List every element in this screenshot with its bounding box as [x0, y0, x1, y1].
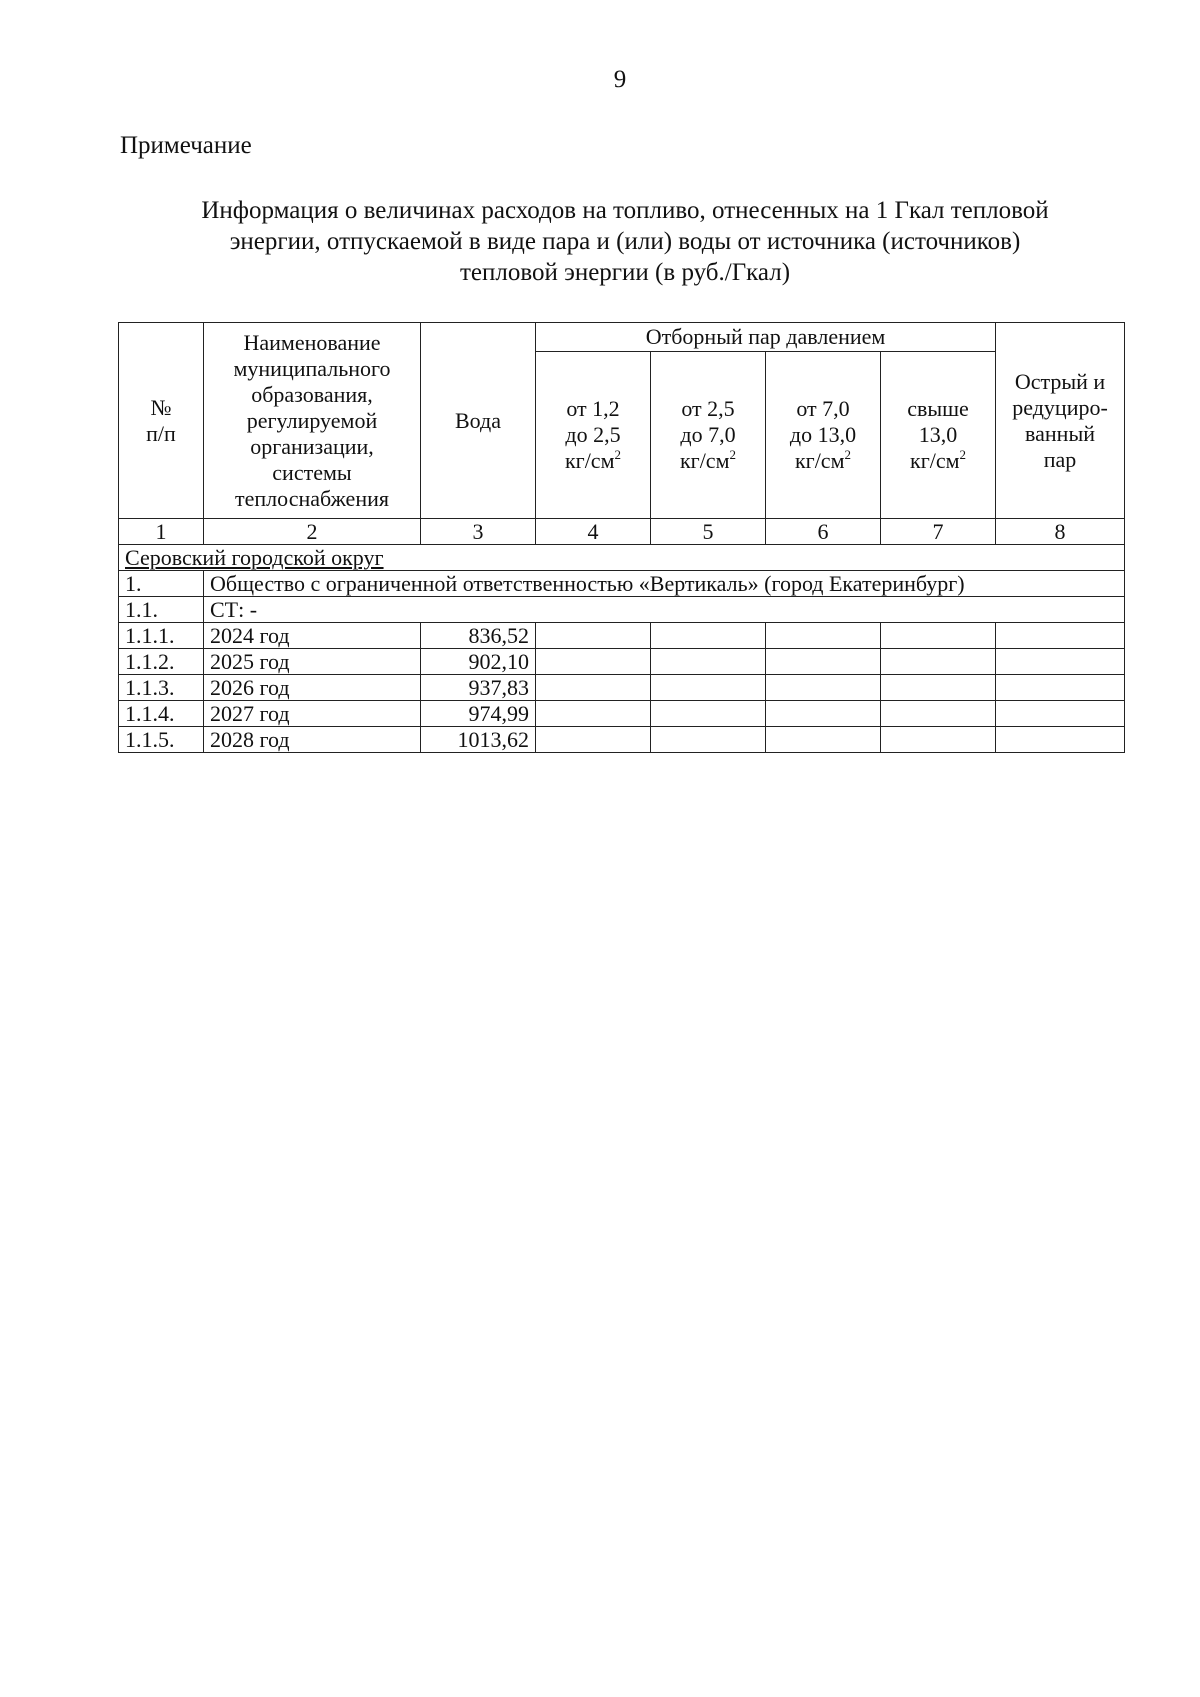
header-steam-group: Отборный пар давлением — [536, 323, 996, 352]
header-name-line: системы — [272, 459, 352, 485]
col-number: 3 — [421, 519, 536, 545]
column-number-row — [119, 519, 1125, 545]
system-number: 1.1. — [119, 597, 204, 623]
row-year: 2024 год — [204, 623, 421, 649]
header-name-line: образования, — [251, 381, 373, 407]
empty-cell — [881, 727, 996, 753]
empty-cell — [536, 675, 651, 701]
empty-cell — [536, 701, 651, 727]
header-name — [204, 323, 421, 519]
region-name: Серовский городской округ — [119, 545, 1125, 571]
steam-col-line: до 2,5 — [565, 422, 621, 447]
empty-cell — [651, 701, 766, 727]
empty-cell — [766, 701, 881, 727]
header-sharp-line: пар — [1043, 446, 1077, 472]
steam-col-unit — [657, 448, 759, 474]
row-year: 2027 год — [204, 701, 421, 727]
unit-sup: 2 — [959, 447, 967, 462]
page-number: 9 — [613, 66, 627, 93]
col-number: 8 — [996, 519, 1125, 545]
note-heading: Примечание — [120, 132, 252, 159]
steam-col-line: от 1,2 — [566, 396, 620, 421]
empty-cell — [766, 649, 881, 675]
system-row — [119, 597, 1125, 623]
header-sharp-line: Острый и — [1014, 368, 1106, 394]
empty-cell — [651, 649, 766, 675]
header-name-line: теплоснабжения — [235, 485, 389, 511]
row-year: 2025 год — [204, 649, 421, 675]
empty-cell — [996, 623, 1125, 649]
system-name: СТ: - — [204, 597, 1125, 623]
document-title — [110, 195, 1140, 288]
col-number: 6 — [766, 519, 881, 545]
title-line-3: тепловой энергии (в руб./Гкал) — [459, 259, 791, 286]
title-line-2: энергии, отпускаемой в виде пара и (или) воды от источника (источников) — [229, 228, 1021, 255]
unit-text: кг/см — [564, 448, 615, 473]
org-name: Общество с ограниченной ответственностью «Вертикаль» (город Екатеринбург) — [204, 571, 1125, 597]
row-number: 1.1.2. — [119, 649, 204, 675]
empty-cell — [766, 623, 881, 649]
empty-cell — [536, 623, 651, 649]
steam-col-line: от 2,5 — [681, 396, 735, 421]
header-num — [119, 323, 204, 519]
empty-cell — [651, 623, 766, 649]
header-steam-col-4 — [881, 352, 996, 519]
title-line-1: Информация о величинах расходов на топливо, отнесенных на 1 Гкал тепловой — [201, 197, 1049, 224]
empty-cell — [881, 649, 996, 675]
unit-sup: 2 — [729, 447, 736, 462]
steam-col-line: до 7,0 — [680, 422, 736, 447]
empty-cell — [996, 649, 1125, 675]
header-steam-col-2 — [651, 352, 766, 519]
unit-sup: 2 — [844, 447, 851, 462]
steam-col-line: до 13,0 — [789, 422, 857, 447]
region-row — [119, 545, 1125, 571]
header-row-top — [119, 323, 1125, 352]
row-water-value: 902,10 — [421, 649, 536, 675]
empty-cell — [651, 675, 766, 701]
col-number: 7 — [881, 519, 996, 545]
empty-cell — [881, 675, 996, 701]
header-sharp-line: ванный — [1025, 420, 1096, 446]
col-number: 1 — [119, 519, 204, 545]
unit-sup: 2 — [614, 447, 621, 462]
empty-cell — [766, 675, 881, 701]
unit-text: кг/см — [794, 448, 845, 473]
empty-cell — [766, 727, 881, 753]
table-row — [119, 623, 1125, 649]
steam-col-unit — [542, 448, 644, 474]
col-number: 5 — [651, 519, 766, 545]
tariff-table — [118, 322, 1125, 753]
row-water-value: 937,83 — [421, 675, 536, 701]
org-number: 1. — [119, 571, 204, 597]
empty-cell — [651, 727, 766, 753]
header-water: Вода — [421, 323, 536, 519]
steam-col-unit — [772, 448, 874, 474]
header-name-line: организации, — [250, 433, 374, 459]
table-row — [119, 701, 1125, 727]
row-number: 1.1.1. — [119, 623, 204, 649]
header-sharp-steam — [996, 323, 1125, 519]
steam-col-line: от 7,0 — [796, 396, 850, 421]
header-num-line: п/п — [146, 420, 176, 446]
table-row — [119, 727, 1125, 753]
steam-col-line: свыше — [907, 396, 969, 421]
table-row — [119, 675, 1125, 701]
empty-cell — [536, 649, 651, 675]
header-sharp-line: редуциро- — [1012, 394, 1108, 420]
empty-cell — [881, 623, 996, 649]
empty-cell — [536, 727, 651, 753]
row-water-value: 836,52 — [421, 623, 536, 649]
empty-cell — [996, 701, 1125, 727]
row-water-value: 974,99 — [421, 701, 536, 727]
table-row — [119, 649, 1125, 675]
empty-cell — [996, 727, 1125, 753]
header-steam-col-1 — [536, 352, 651, 519]
row-year: 2026 год — [204, 675, 421, 701]
unit-text: кг/см — [679, 448, 730, 473]
header-num-line: № — [150, 394, 172, 420]
organization-row — [119, 571, 1125, 597]
empty-cell — [881, 701, 996, 727]
row-number: 1.1.5. — [119, 727, 204, 753]
col-number: 4 — [536, 519, 651, 545]
header-steam-col-3 — [766, 352, 881, 519]
header-name-line: муниципального — [233, 355, 391, 381]
row-year: 2028 год — [204, 727, 421, 753]
steam-col-line: 13,0 — [918, 422, 958, 447]
steam-col-unit — [887, 448, 989, 474]
row-water-value: 1013,62 — [421, 727, 536, 753]
header-name-line: регулируемой — [246, 407, 378, 433]
empty-cell — [996, 675, 1125, 701]
col-number: 2 — [204, 519, 421, 545]
row-number: 1.1.4. — [119, 701, 204, 727]
row-number: 1.1.3. — [119, 675, 204, 701]
header-name-line: Наименование — [243, 329, 381, 355]
unit-text: кг/см — [910, 448, 960, 473]
